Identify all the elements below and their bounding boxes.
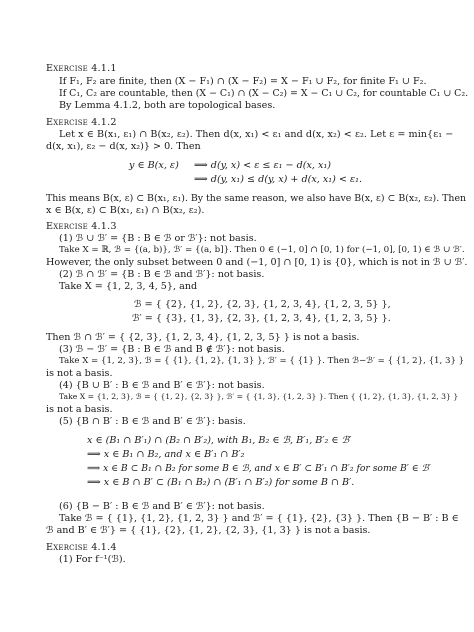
ex412-display-line-2: ⟹ d(y, x₁) ≤ d(y, x) + d(x, x₁) < ε₁. [194,174,363,185]
ex413-line-9: is not a basis. [46,368,113,379]
ex413-line-16: ℬ and B′ ∈ ℬ′} = { {1}, {2}, {1, 2}, {2, 3}, {1, 3} } is not a basis. [46,525,371,536]
ex413-part-6: (6) {B − B′ : B ∈ ℬ and B′ ∈ ℬ′}: not basis. [59,501,265,512]
exercise-4-1-3-heading: Exercise 4.1.3 [46,221,117,232]
ex411-line-2: If C₁, C₂ are countable, then (X − C₁) ∩ (X − C₂) = X − C₁ ∪ C₂, for countable C₁ ∪ C₂. [59,88,469,99]
ex413-line-2: Take X = ℝ, ℬ = {(a, b)}, ℬ′ = {(a, b]}. Then 0 ∈ (−1, 0] ∩ [0, 1) for (−1, 0], [0, 1) ∈ ℬ ∪ ℬ′. [59,245,465,255]
ex412-display-lhs: y ∈ B(x, ε) [129,160,179,171]
ex411-line-1: If F₁, F₂ are finite, then (X − F₁) ∩ (X − F₂) = X − F₁ ∪ F₂, for finite F₁ ∪ F₂. [59,76,427,87]
ex413-display-2: ⟹ x ∈ B₁ ∩ B₂, and x ∈ B′₁ ∩ B′₂ [87,449,245,460]
ex413-part-3: (3) ℬ − ℬ′ = {B : B ∈ ℬ and B ∉ ℬ′}: not basis. [59,344,285,355]
ex413-line-3: However, the only subset between 0 and (−1, 0] ∩ [0, 1) is {0}, which is not in ℬ ∪ ℬ′. [46,257,468,268]
ex413-line-8: Take X = {1, 2, 3}, ℬ = { {1}, {1, 2}, {1, 3} }, ℬ′ = { {1} }. Then ℬ−ℬ′ = { {1, 2}, {1, 3} } [59,356,465,366]
ex412-display-line-1: ⟹ d(y, x) < ε ≤ ε₁ − d(x, x₁) [194,160,332,171]
exercise-4-1-4-heading: Exercise 4.1.4 [46,542,117,553]
ex413-line-6: Then ℬ ∩ ℬ′ = { {2, 3}, {1, 2, 3, 4}, {1, 2, 3, 5} } is not a basis. [46,332,360,343]
ex413-display-4: ⟹ x ∈ B ∩ B′ ⊂ (B₁ ∩ B₂) ∩ (B′₁ ∩ B′₂) for some B ∩ B′. [87,477,355,488]
ex411-line-3: By Lemma 4.1.2, both are topological bases. [59,100,276,111]
ex413-display-1: x ∈ (B₁ ∩ B′₁) ∩ (B₂ ∩ B′₂), with B₁, B₂ ∈ ℬ, B′₁, B′₂ ∈ ℬ′ [87,435,352,446]
ex413-set-b: ℬ = { {2}, {1, 2}, {2, 3}, {1, 2, 3, 4}, {1, 2, 3, 5} }, [134,299,391,310]
ex413-part-5: (5) {B ∩ B′ : B ∈ ℬ and B′ ∈ ℬ′}: basis. [59,416,246,427]
ex413-line-5: Take X = {1, 2, 3, 4, 5}, and [59,281,198,292]
ex413-display-3: ⟹ x ∈ B ⊂ B₁ ∩ B₂ for some B ∈ ℬ, and x ∈ B′ ⊂ B′₁ ∩ B′₂ for some B′ ∈ ℬ′ [87,463,431,474]
ex412-line-1: Let x ∈ B(x₁, ε₁) ∩ B(x₂, ε₂). Then d(x, x₁) < ε₁ and d(x, x₂) < ε₂. Let ε = min{ε₁ − [59,129,454,140]
exercise-4-1-1-heading: Exercise 4.1.1 [46,63,117,74]
ex413-set-b-prime: ℬ′ = { {3}, {1, 3}, {2, 3}, {1, 2, 3, 4}, {1, 2, 3, 5} }. [132,313,391,324]
ex413-line-12: is not a basis. [46,404,113,415]
ex413-part-1: (1) ℬ ∪ ℬ′ = {B : B ∈ ℬ or ℬ′}: not basis. [59,233,257,244]
ex412-line-3: This means B(x, ε) ⊂ B(x₁, ε₁). By the same reason, we also have B(x, ε) ⊂ B(x₂, ε₂). Then [46,193,467,204]
ex413-part-2: (2) ℬ ∩ ℬ′ = {B : B ∈ ℬ and ℬ′}: not basis. [59,269,265,280]
ex413-part-4: (4) {B ∪ B′ : B ∈ ℬ and B′ ∈ ℬ′}: not basis. [59,380,265,391]
ex413-line-15: Take ℬ = { {1}, {1, 2}, {1, 2, 3} } and ℬ′ = { {1}, {2}, {3} }. Then {B − B′ : B ∈ [59,513,459,524]
ex412-line-4: x ∈ B(x, ε) ⊂ B(x₁, ε₁) ∩ B(x₂, ε₂). [46,205,205,216]
ex414-part-1: (1) For f⁻¹(ℬ). [59,554,126,565]
ex412-line-2: d(x, x₁), ε₂ − d(x, x₂)} > 0. Then [46,141,201,152]
ex413-line-11: Take X = {1, 2, 3}, ℬ = { {1, 2}, {2, 3} }, ℬ′ = { {1, 3}, {1, 2, 3} }. Then { {1, 2}, {1, 3}, {1, 2, 3} } [59,392,459,401]
exercise-4-1-2-heading: Exercise 4.1.2 [46,117,117,128]
